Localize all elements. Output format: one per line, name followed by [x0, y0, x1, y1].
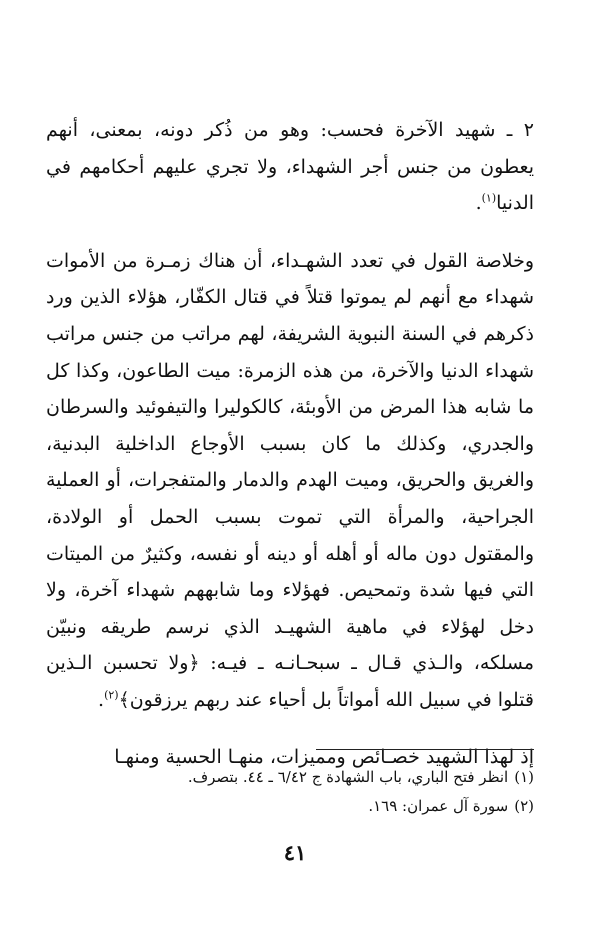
paragraph — [46, 243, 534, 719]
paragraph-text: إذ لهذا الشهيد خصـائص ومميزات، منهـا الحسية ومنهـا — [114, 745, 534, 768]
paragraph-text: ٢ ـ شهيد الآخرة فحسب: وهو من ذُكر دونه، بمعنى، أنهم يعطون من جنس أجر الشهداء، ولا تجري عليهم أحكامهم في الدنيا — [46, 119, 534, 215]
paragraph — [46, 112, 534, 222]
footnote-text: انظر فتح الباري، باب الشهادة ج ٦/٤٢ ـ ٤٤. بتصرف. — [187, 768, 509, 786]
footnotes — [46, 763, 534, 821]
paragraph-text: وخلاصة القول في تعدد الشهـداء، أن هناك زمـرة من الأموات شهداء مع أنهم لم يموتوا قتلاً في قتال الكفّار، هؤلاء الذين ورد ذكرهم في السنة النبوية الشريفة، لهم مراتب من جنس مراتب شهداء الدنيا والآخرة، من هذه الزمرة: ميت الطاعون، وكذا كل ما شابه هذا المرض من الأوبئة، كالكوليرا والتيفوئيد والسرطان والجدري، وكذلك ما كان بسبب الأوجاع الداخلية البدنية، والغريق والحريق، وميت الهدم والدمار والمتفجرات، أو العملية الجراحية، والمرأة التي تموت بسبب الحمل أو الولادة، والمقتول دون ماله أو أهله أو دينه أو نفسه، وكثيرٌ من الميتات التي فيها شدة وتمحيص. فهؤلاء وما شابههم شهداء آخرة، ولا دخل لهؤلاء في ماهية الشهيـد الذي نرسم طريقه ونبيّن مسلكه، والـذي قـال ـ سبحـانـه ـ فيـه: ﴿ولا تحسبن الـذين قتلوا في سبيل الله أمواتاً بل أحياء عند ربهم يرزقون﴾ — [46, 249, 534, 711]
paragraph-end: . — [475, 192, 482, 215]
footnote-number: (٢) — [514, 797, 534, 815]
paragraph-end: . — [98, 688, 105, 711]
footnote-number: (١) — [514, 768, 534, 786]
footnote-text: سورة آل عمران: ١٦٩. — [368, 797, 509, 815]
page-number: ٤١ — [283, 840, 307, 865]
footnote-reference: (٢) — [104, 688, 119, 702]
footnote-reference: (١) — [481, 191, 497, 205]
footnote — [46, 763, 534, 792]
footnote-separator — [316, 749, 534, 750]
main-text — [46, 112, 534, 775]
footnote — [46, 792, 534, 821]
